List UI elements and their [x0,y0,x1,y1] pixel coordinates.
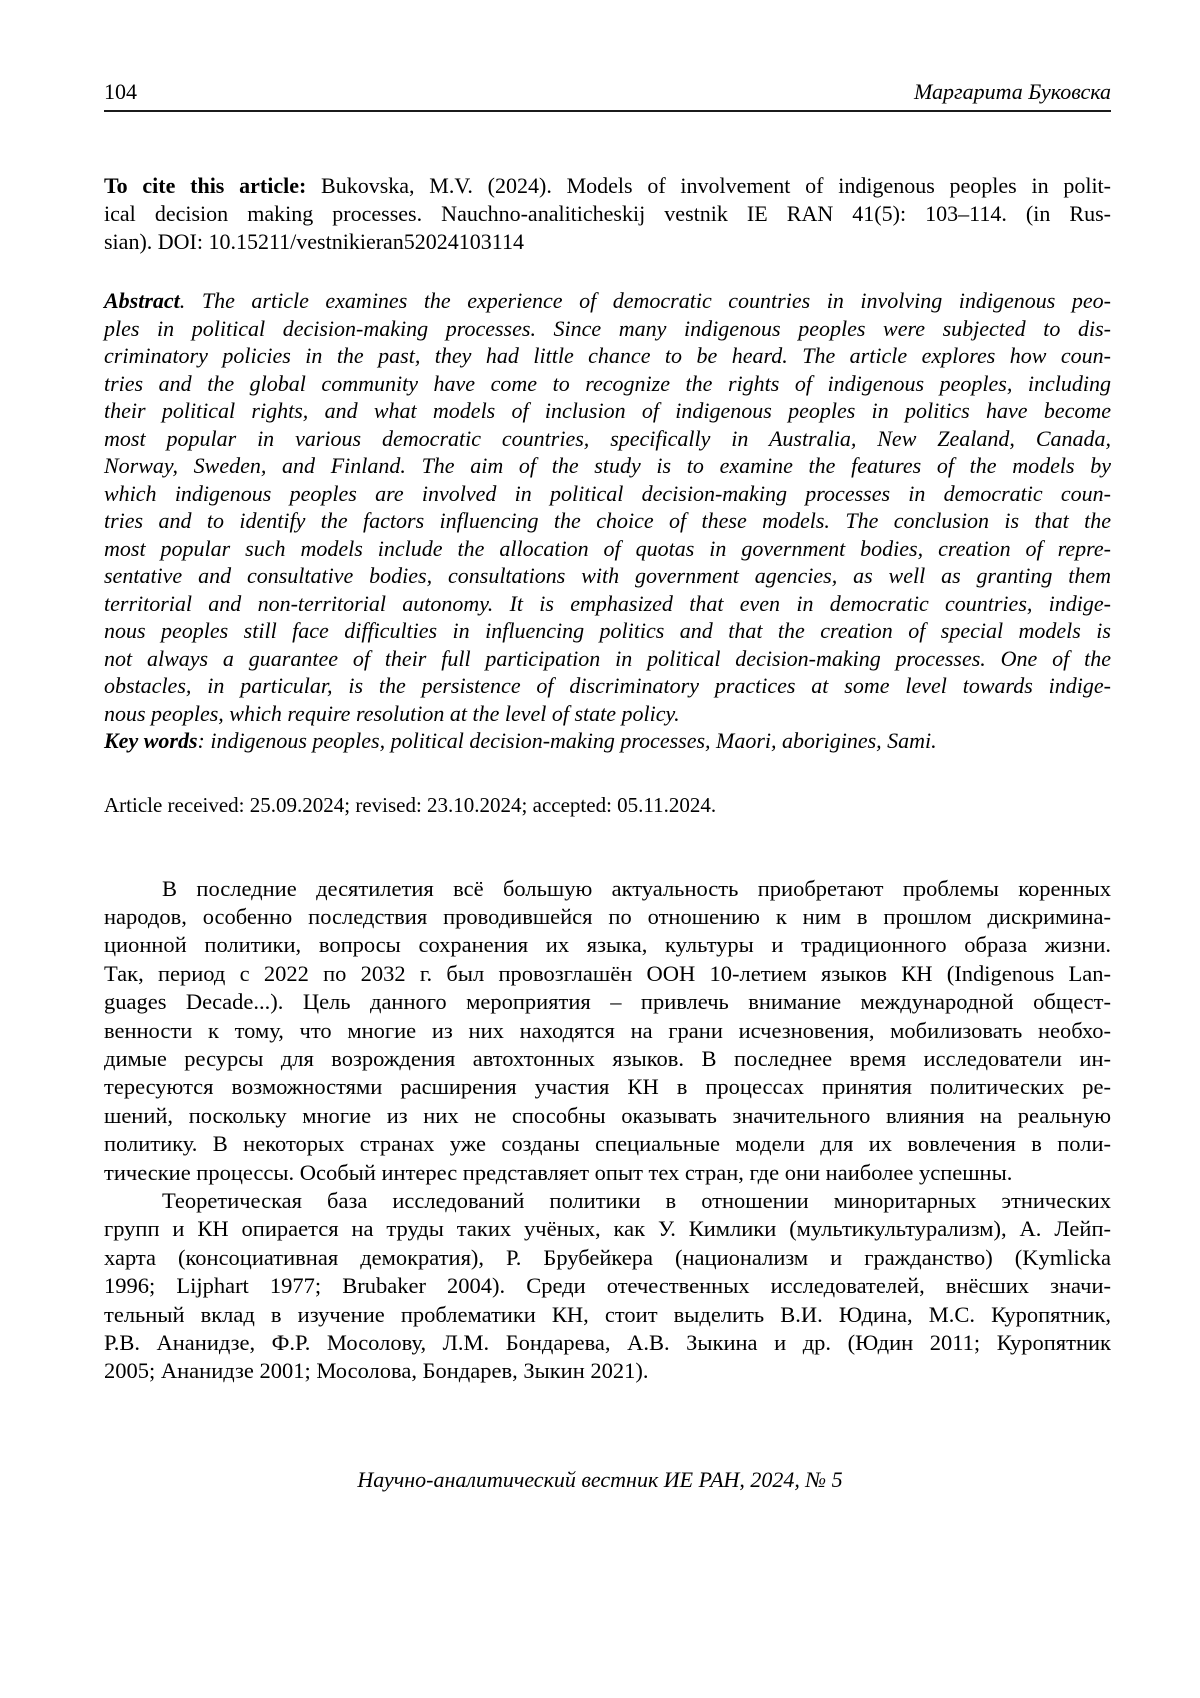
body-line: Так, период с 2022 по 2032 г. был провозглашён ООН 10-летием языков КН (Indigenous Lan- [104,960,1111,986]
abstract-line: territorial and non-territorial autonomy. It is emphasized that even in democratic countries, indige- [104,590,1111,616]
body-text [104,875,1111,1386]
abstract-paragraph [104,287,1111,755]
keywords-text: : indigenous peoples, political decision-making processes, Maori, aborigines, Sami. [197,728,937,753]
body-line: 2005; Ананидзе 2001; Мосолова, Бондарев, Зыкин 2021). [104,1358,649,1384]
keywords-label: Key words [104,728,198,753]
body-line: ционной политики, вопросы сохранения их языка, культуры и традиционного образа жизни. [104,932,1111,958]
abstract-line: nous peoples, which require resolution at the level of state policy. [104,700,680,726]
abstract-label: Abstract [104,288,180,313]
body-line: шений, поскольку многие из них не способны оказывать значительного влияния на реальную [104,1102,1111,1128]
citation-text: Bukovska, M.V. (2024). Models of involvement of indigenous peoples in polit- [306,173,1111,198]
body-paragraph-2 [104,1187,1111,1386]
abstract-line: tries and the global community have come to recognize the rights of indigenous peoples, including [104,370,1111,396]
running-header [104,0,1111,112]
abstract-line: nous peoples still face difficulties in influencing politics and that the creation of special models is [104,618,1111,643]
body-line: тересуются возможностями расширения участия КН в процессах принятия политических ре- [104,1074,1111,1100]
body-line: Р.В. Ананидзе, Ф.Р. Мосолову, Л.М. Бондарева, А.В. Зыкина и др. (Юдин 2011; Куропятник [104,1330,1111,1355]
page-number: 104 [104,79,137,104]
citation-paragraph [104,172,1111,256]
body-line: В последние десятилетия всё большую актуальность приобретают проблемы коренных [162,875,1111,901]
body-line: димые ресурсы для возрождения автохтонных языков. В последнее время исследователи ин- [104,1045,1111,1071]
running-author: Маргарита Буковска [914,79,1111,104]
page-content [104,0,1111,1386]
abstract-line: tries and to identify the factors influencing the choice of these models. The conclusion is that the [104,508,1111,533]
abstract-line: most popular in various democratic countries, specifically in Australia, New Zealand, Canada, [104,425,1111,451]
body-line: народов, особенно последствия проводившейся по отношению к ним в прошлом дискримина- [104,903,1111,929]
body-line: венности к тому, что многие из них находятся на грани исчезновения, мобилизовать необхо- [104,1017,1111,1043]
journal-footer: Научно-аналитический вестник ИЕ РАН, 2024, № 5 [357,1467,843,1492]
abstract-line: their political rights, and what models of inclusion of indigenous peoples in politics have become [104,398,1111,423]
abstract-line: criminatory policies in the past, they had little chance to be heard. The article explores how coun- [104,343,1111,368]
body-line: харта (консоциативная демократия), Р. Брубейкера (национализм и гражданство) (Kymlicka [104,1244,1111,1270]
citation-line [104,172,1111,200]
body-line: политику. В некоторых странах уже созданы специальные модели для их вовлечения в поли- [104,1131,1111,1157]
keywords-line [104,727,1111,755]
abstract-text: . The article examines the experience of democratic countries in involving indigenous peo- [179,288,1111,313]
abstract-line: ples in political decision-making processes. Since many indigenous peoples were subjected to dis- [104,315,1111,341]
citation-line-doi: sian). DOI: 10.15211/vestnikieran52024103114 [104,229,524,254]
abstract-line: Norway, Sweden, and Finland. The aim of the study is to examine the features of the models by [104,453,1111,478]
body-line: guages Decade...). Цель данного мероприятия – привлечь внимание международной общест- [104,989,1111,1015]
body-line: групп и КН опирается на труды таких учёных, как У. Кимлики (мультикультурализм), А. Лейп- [104,1216,1111,1242]
citation-label: To cite this article: [104,173,307,198]
body-line: тельный вклад в изучение проблематики КН, стоит выделить В.И. Юдина, М.С. Куропятник, [104,1301,1111,1327]
body-line: Теоретическая база исследований политики в отношении миноритарных этнических [162,1187,1111,1213]
abstract-line: obstacles, in particular, is the persistence of discriminatory practices at some level towards indige- [104,673,1111,698]
abstract-line: sentative and consultative bodies, consultations with government agencies, as well as granting them [104,563,1111,588]
abstract-line: which indigenous peoples are involved in political decision-making processes in democratic coun- [104,480,1111,506]
abstract-line: most popular such models include the allocation of quotas in government bodies, creation of repre- [104,535,1111,561]
citation-line: ical decision making processes. Nauchno-analiticheskij vestnik IE RAN 41(5): 103–114. (in Rus- [104,201,1111,226]
body-paragraph-1 [104,875,1111,1187]
body-line: тические процессы. Особый интерес представляет опыт тех стран, где они наиболее успешны. [104,1159,1013,1185]
abstract-line [104,287,1111,315]
body-line: 1996; Lijphart 1977; Brubaker 2004). Среди отечественных исследователей, внёсших значи- [104,1273,1111,1299]
dates-line: Article received: 25.09.2024; revised: 23.10.2024; accepted: 05.11.2024. [104,792,717,817]
abstract-line: not always a guarantee of their full participation in political decision-making processes. One of the [104,645,1111,671]
